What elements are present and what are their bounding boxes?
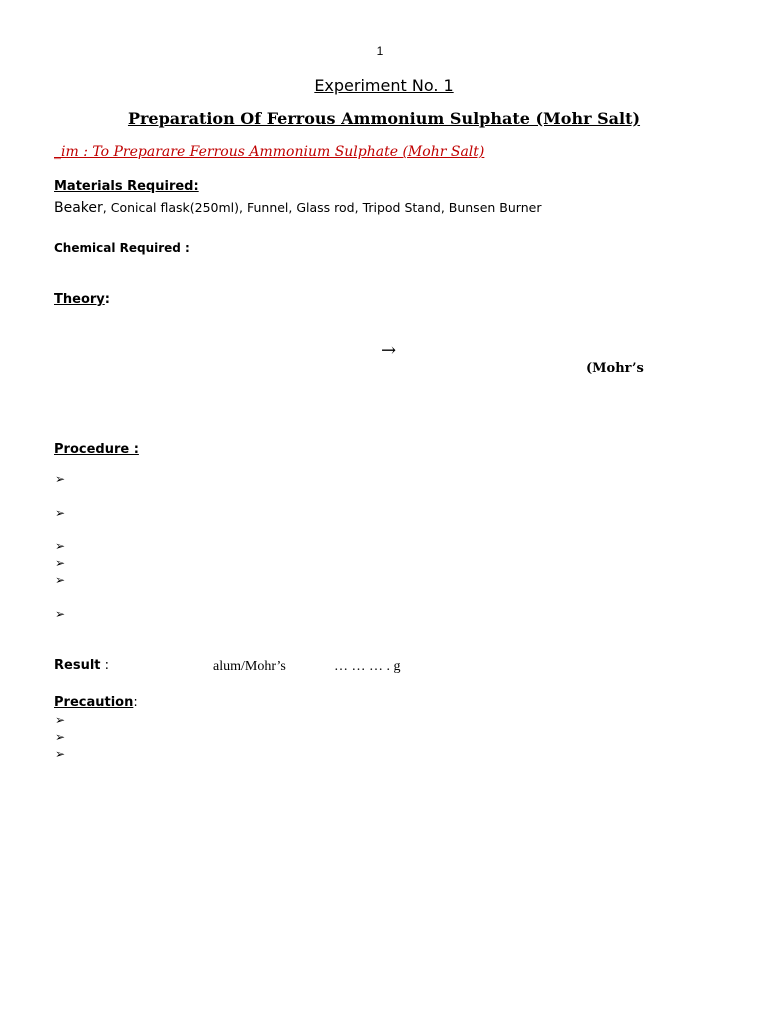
procedure-bullet-5: ➢ bbox=[55, 573, 66, 587]
procedure-bullet-3: ➢ bbox=[55, 539, 66, 553]
theory-heading-colon: : bbox=[104, 292, 110, 307]
procedure-bullet-6: ➢ bbox=[55, 607, 66, 621]
materials-rest: , Conical flask(250ml), Funnel, Glass rod, Tripod Stand, Bunsen Burner bbox=[102, 200, 542, 215]
precaution-heading-text: Precaution bbox=[54, 695, 134, 710]
procedure-bullet-4: ➢ bbox=[55, 556, 66, 570]
reaction-arrow: → bbox=[381, 340, 397, 361]
materials-first-item: Beaker bbox=[54, 200, 103, 216]
procedure-bullet-1: ➢ bbox=[55, 472, 66, 486]
chemicals-heading: Chemical Required : bbox=[54, 241, 190, 255]
experiment-title: Experiment No. 1 bbox=[314, 76, 454, 95]
theory-mohrs-fragment: (Mohr’s bbox=[586, 361, 644, 376]
precaution-bullet-1: ➢ bbox=[55, 713, 66, 727]
materials-list bbox=[54, 200, 541, 216]
result-heading bbox=[54, 658, 109, 673]
precaution-bullet-2: ➢ bbox=[55, 730, 66, 744]
precaution-bullet-3: ➢ bbox=[55, 747, 66, 761]
procedure-heading bbox=[54, 442, 139, 457]
result-alum-text: alum/Mohr’s bbox=[213, 659, 286, 674]
result-heading-text: Result bbox=[54, 658, 101, 673]
materials-heading-text: Materials Required: bbox=[54, 179, 199, 194]
procedure-bullet-2: ➢ bbox=[55, 506, 66, 520]
page-number: 1 bbox=[376, 44, 384, 58]
precaution-heading-colon: : bbox=[133, 695, 138, 710]
main-title: Preparation Of Ferrous Ammonium Sulphate (Mohr Salt) bbox=[127, 109, 641, 128]
result-heading-colon: : bbox=[100, 658, 110, 673]
aim-statement: _im : To Preparare Ferrous Ammonium Sulphate (Mohr Salt) bbox=[54, 144, 485, 160]
precaution-heading bbox=[54, 695, 138, 710]
theory-heading bbox=[54, 292, 110, 307]
materials-heading bbox=[54, 179, 199, 194]
result-yield-blank: … … … . g bbox=[334, 659, 401, 674]
theory-heading-text: Theory bbox=[54, 292, 105, 307]
procedure-heading-text: Procedure : bbox=[54, 442, 139, 457]
